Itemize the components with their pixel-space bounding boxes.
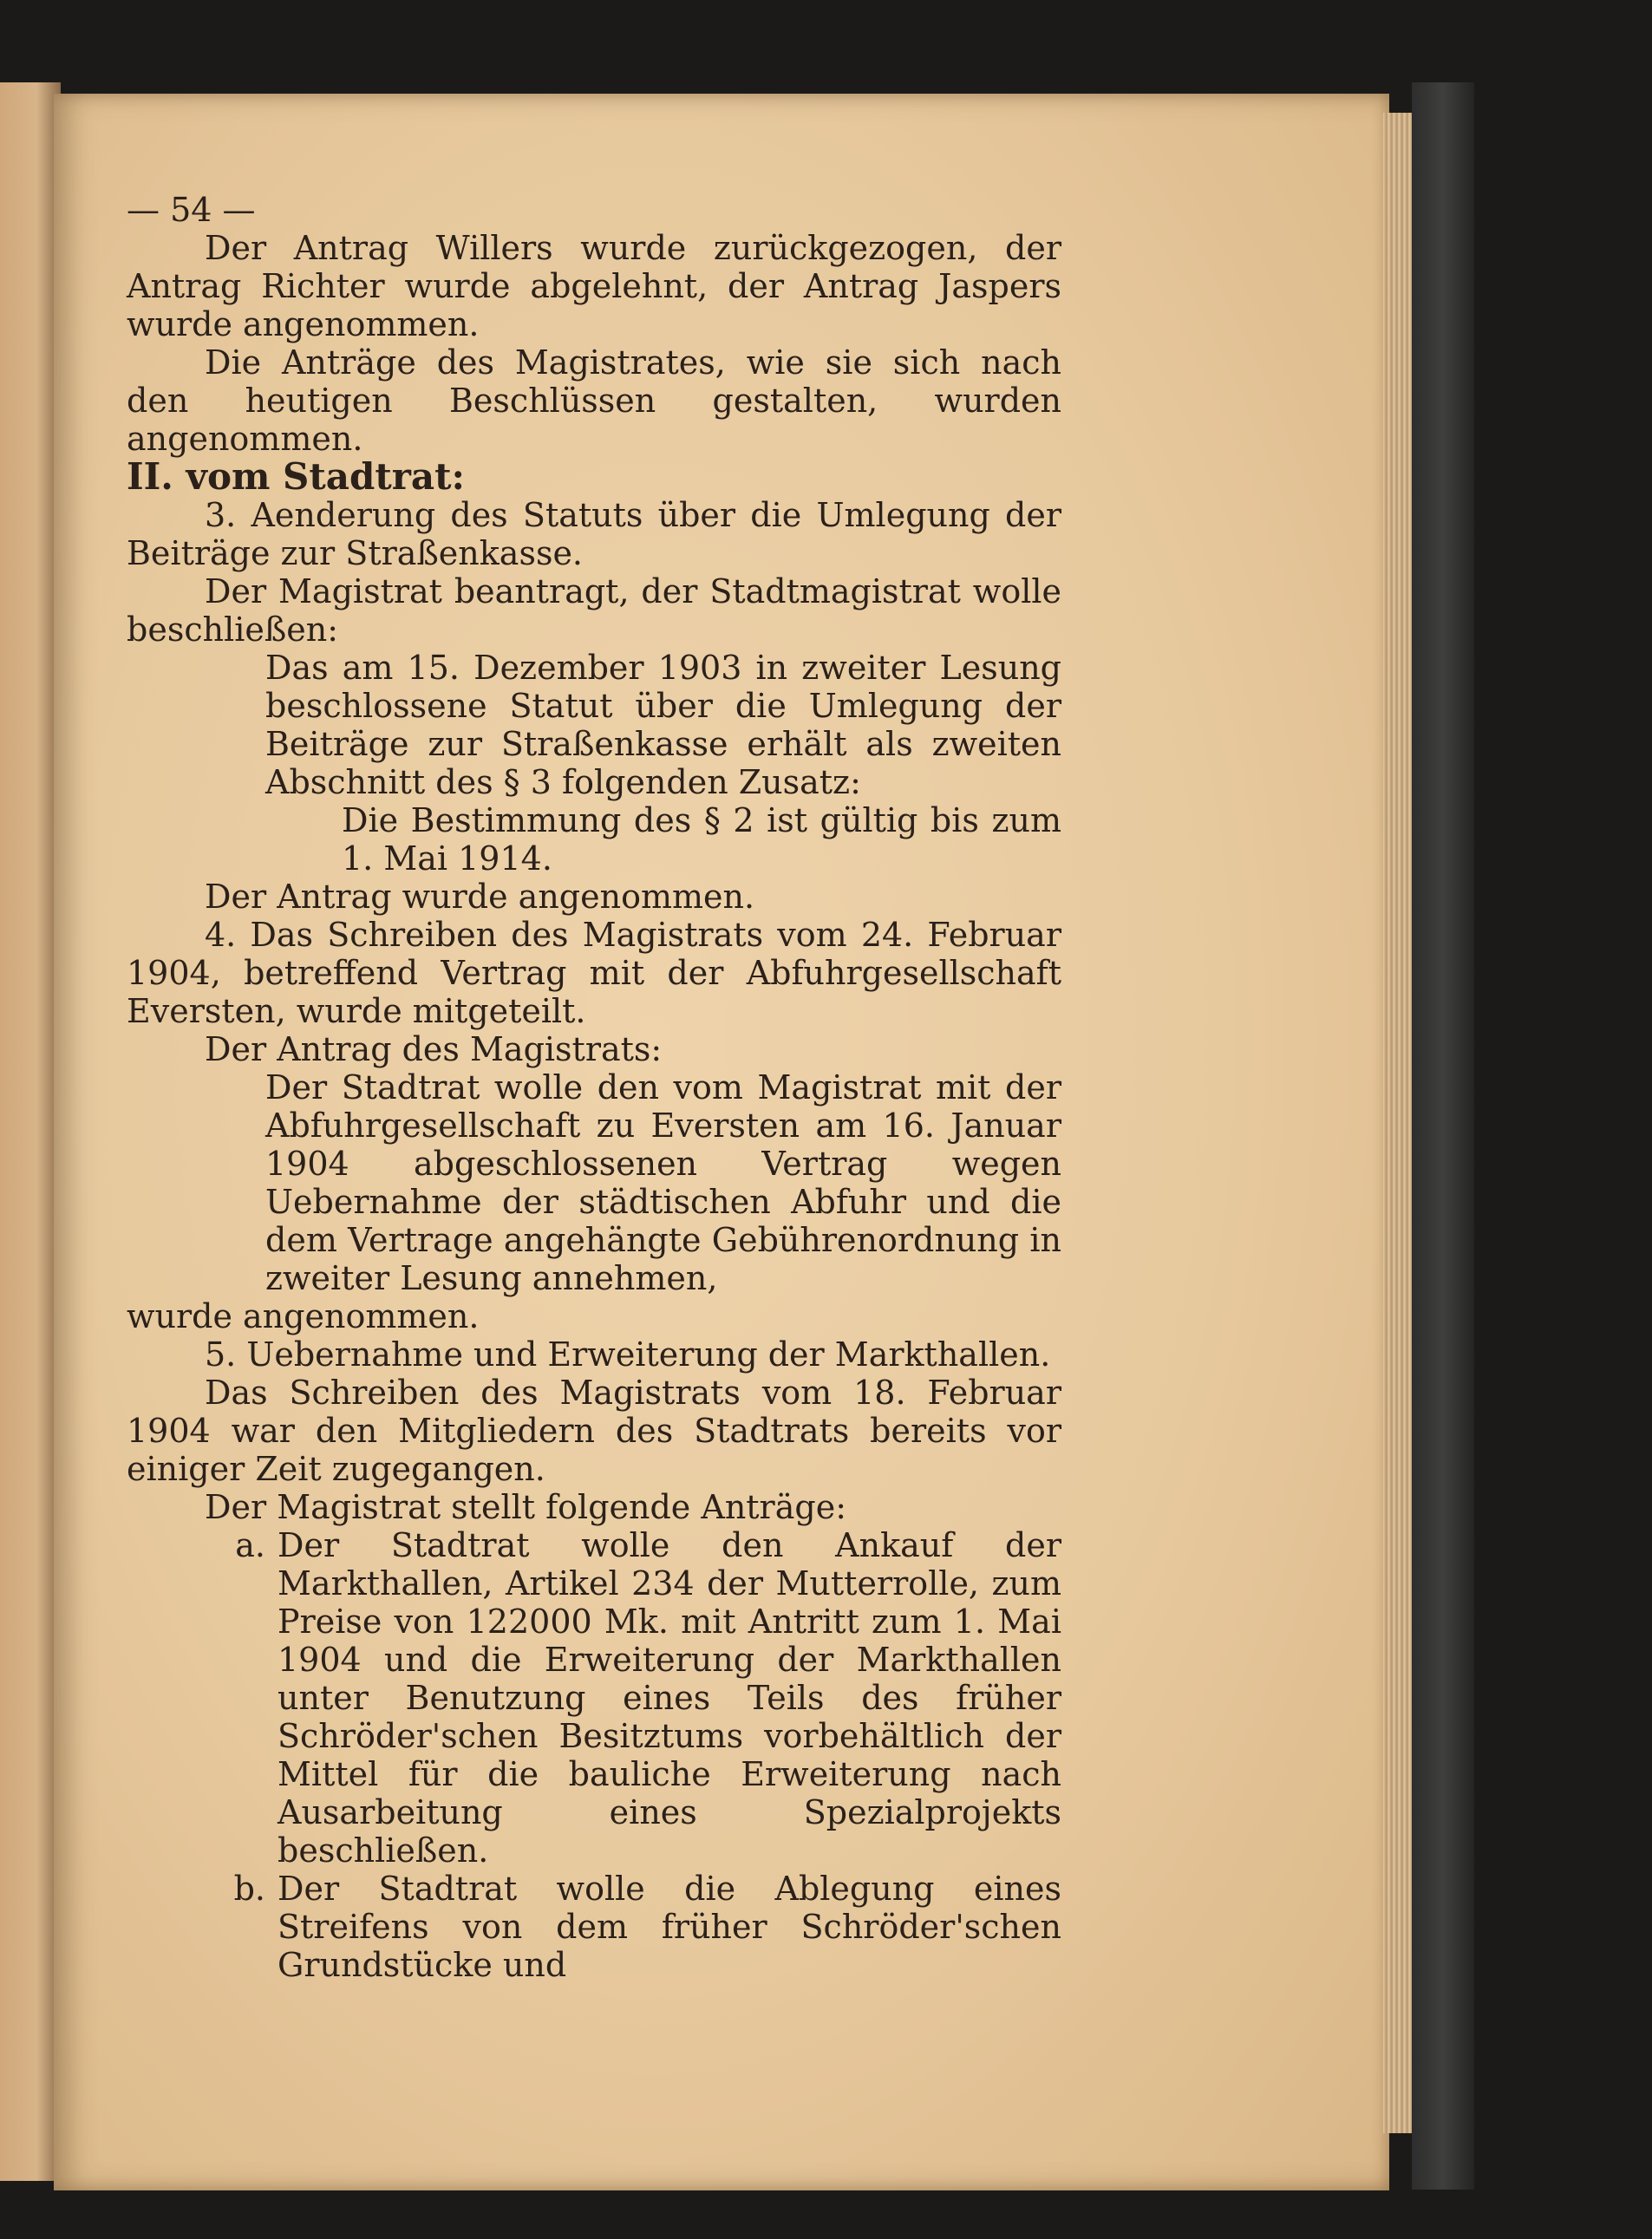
list-item-text: Der Stadtrat wolle den Ankauf der Markthallen, Artikel 234 der Mutterrolle, zum Preise von 122000 Mk. mit Antritt zum 1. Mai 1904 und die Erweiterung der Markthallen unter Benutzung eines Teils des früher Schröder'schen Besitztums vorbehältlich der Mittel für die bauliche Erweiterung nach Ausarbeitung eines Spezialprojekts beschließen. — [278, 1526, 1061, 1870]
paragraph: Der Magistrat stellt folgende Anträge: — [205, 1488, 846, 1526]
paragraph: Die Anträge des Magistrates, wie sie sich nach den heutigen Beschlüssen gestalten, wurden angenommen. — [127, 343, 1061, 458]
paragraph: wurde angenommen. — [127, 1297, 480, 1335]
list-item-label: b. — [233, 1870, 265, 1908]
list-item-label: a. — [235, 1526, 265, 1564]
quoted-addition: Die Bestimmung des § 2 ist gültig bis zum 1. Mai 1914. — [342, 801, 1061, 878]
list-item — [127, 1870, 1061, 1984]
paragraph: Der Antrag Willers wurde zurückgezogen, der Antrag Richter wurde abgelehnt, der Antrag Jaspers wurde angenommen. — [127, 229, 1061, 343]
paragraph: Der Antrag des Magistrats: — [205, 1030, 663, 1068]
paragraph: 4. Das Schreiben des Magistrats vom 24. Februar 1904, betreffend Vertrag mit der Abfuhrgesellschaft Eversten, wurde mitgeteilt. — [127, 916, 1061, 1030]
list-item-text: Der Stadtrat wolle die Ablegung eines Streifens von dem früher Schröder'schen Grundstücke und — [278, 1870, 1061, 1984]
paragraph: 3. Aenderung des Statuts über die Umlegung der Beiträge zur Straßenkasse. — [127, 496, 1061, 572]
list-item — [127, 1526, 1061, 1870]
paragraph: Der Magistrat beantragt, der Stadtmagistrat wolle beschließen: — [127, 572, 1061, 649]
quoted-motion: Das am 15. Dezember 1903 in zweiter Lesung beschlossene Statut über die Umlegung der Beiträge zur Straßenkasse erhält als zweiten Abschnitt des § 3 folgenden Zusatz: — [265, 649, 1061, 801]
book-cover — [1412, 82, 1474, 2190]
paragraph: 5. Uebernahme und Erweiterung der Markthallen. — [205, 1335, 1051, 1374]
page-number: — 54 — — [127, 191, 256, 229]
quoted-motion: Der Stadtrat wolle den vom Magistrat mit der Abfuhrgesellschaft zu Eversten am 16. Januar 1904 abgeschlossenen Vertrag wegen Uebernahme der städtischen Abfuhr und die dem Vertrage angehängte Gebührenordnung in zweiter Lesung annehmen, — [265, 1068, 1061, 1297]
paragraph: Der Antrag wurde angenommen. — [205, 878, 755, 916]
section-heading: II. vom Stadtrat: — [127, 455, 465, 498]
paragraph: Das Schreiben des Magistrats vom 18. Februar 1904 war den Mitgliedern des Stadtrats bereits vor einiger Zeit zugegangen. — [127, 1374, 1061, 1488]
previous-page-edge — [0, 82, 61, 2181]
page-text — [127, 191, 1061, 1984]
